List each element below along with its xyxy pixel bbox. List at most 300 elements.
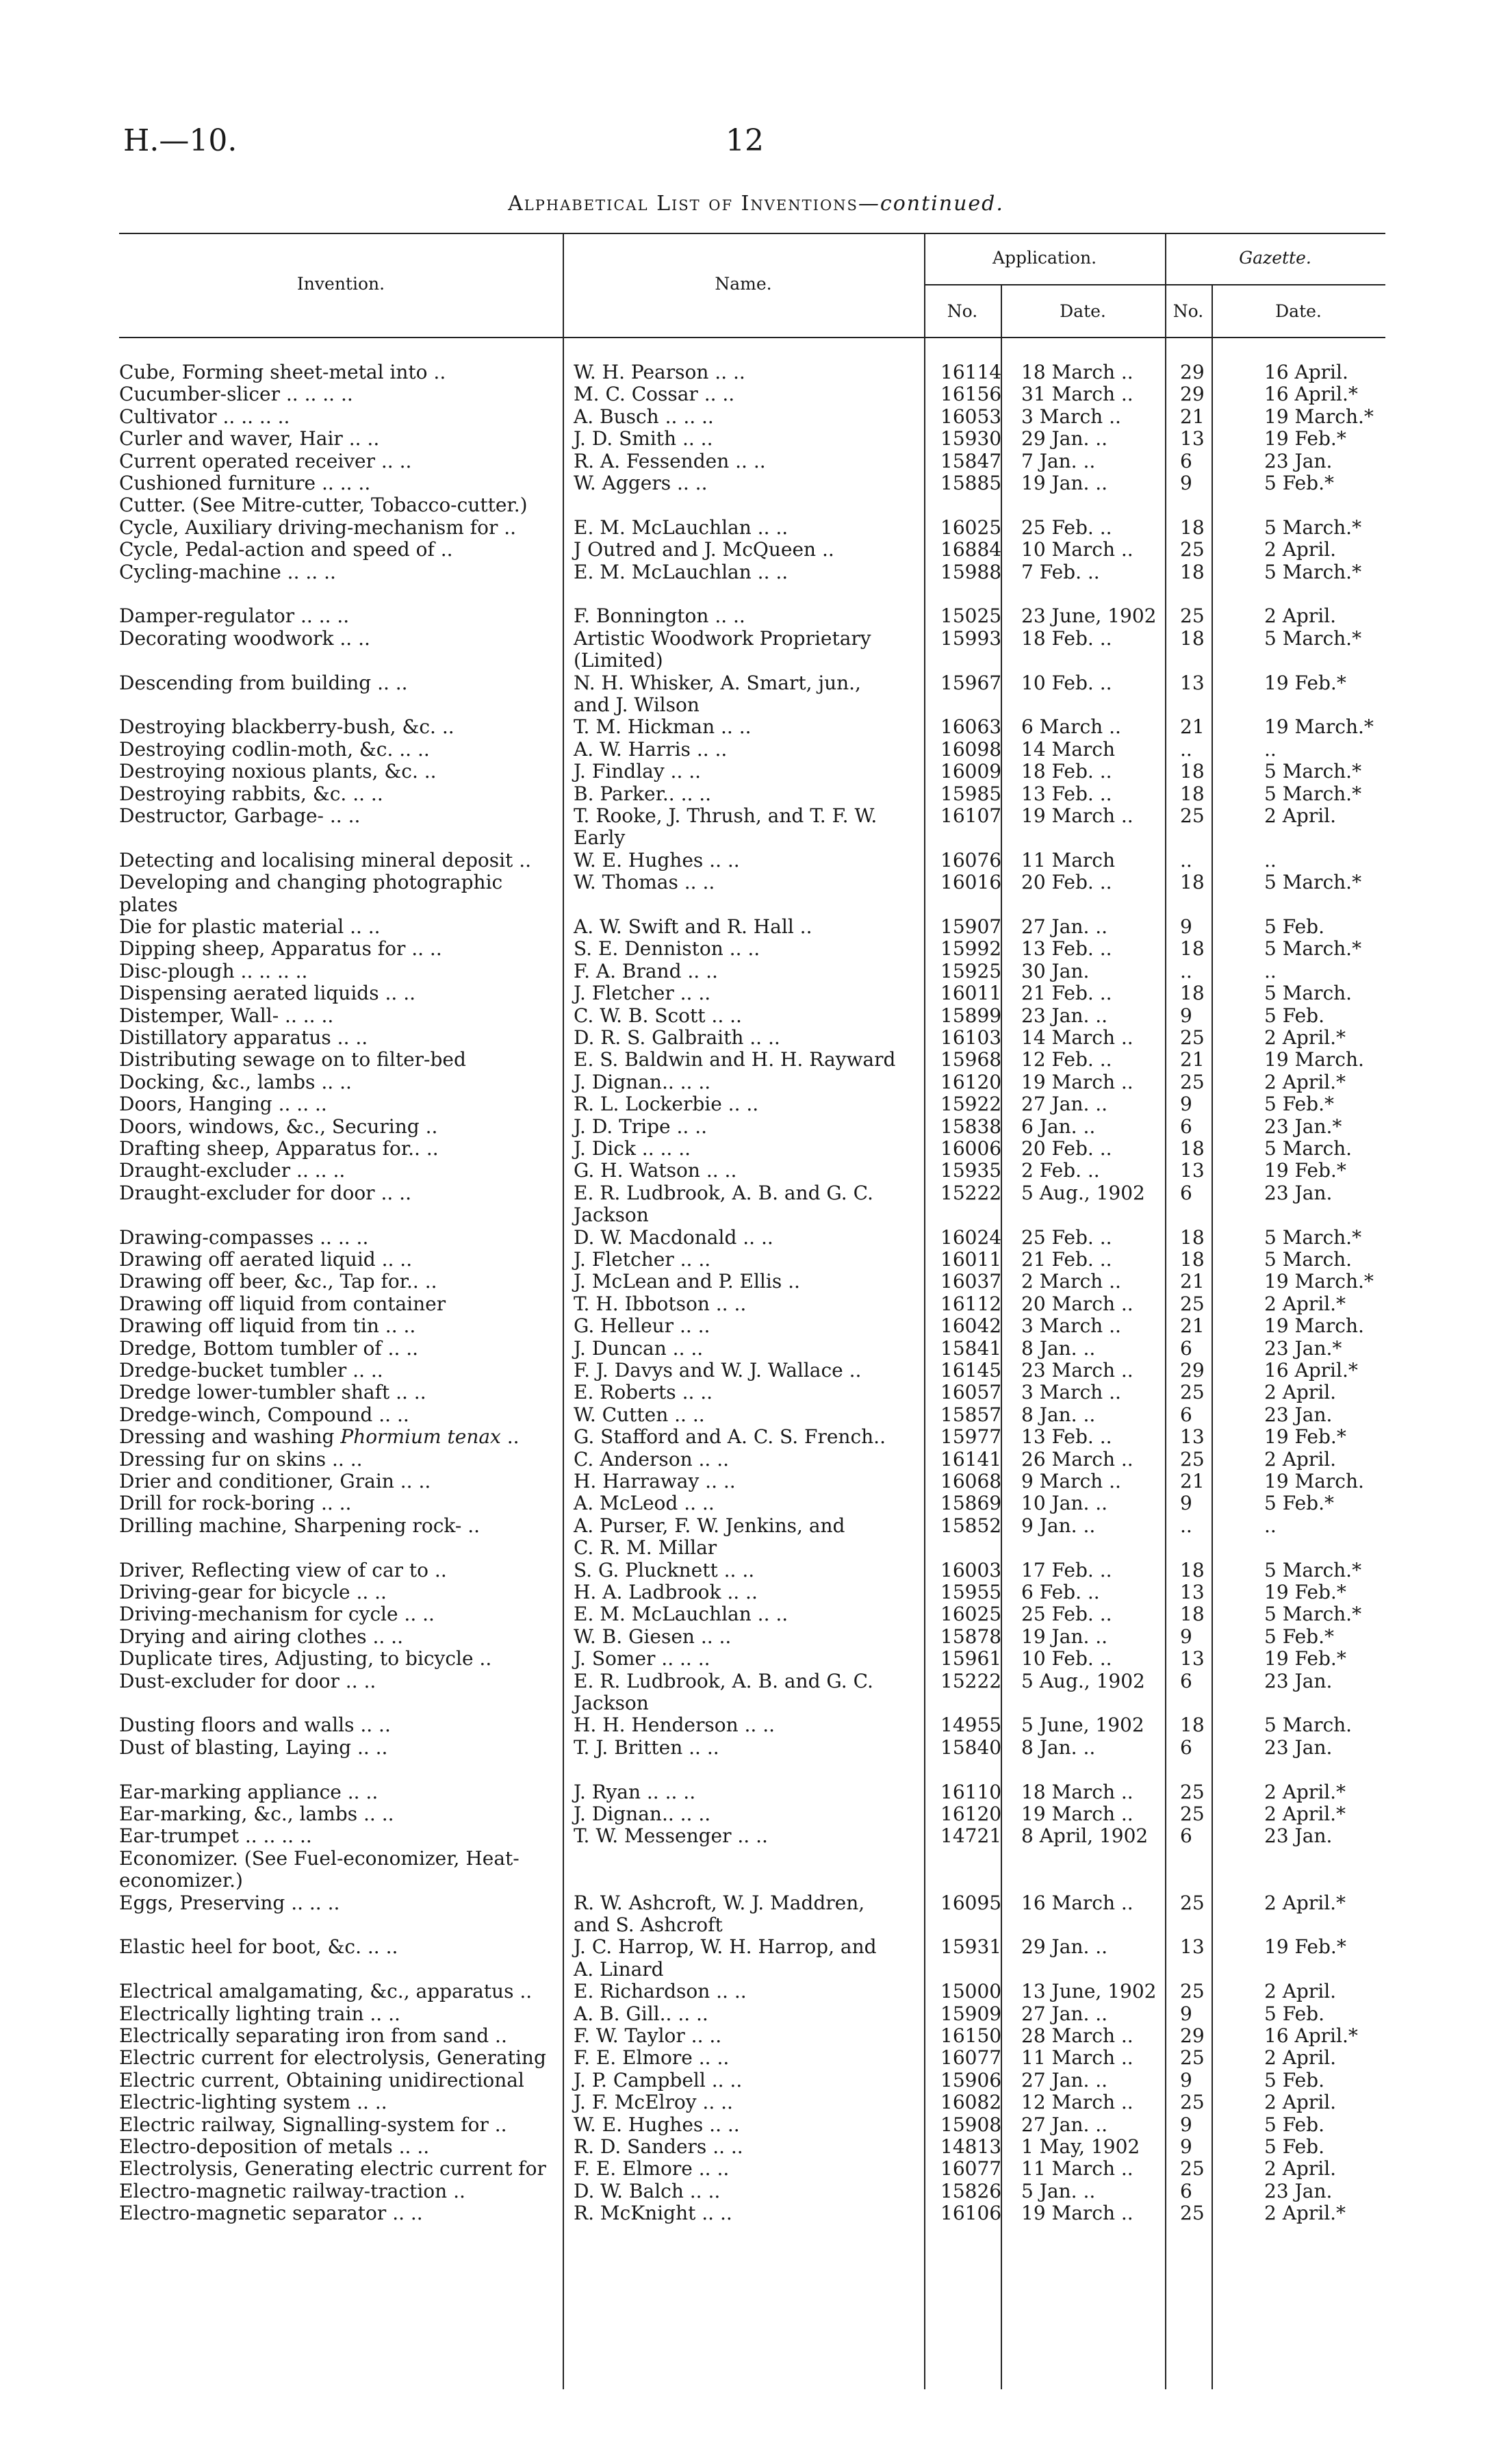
cell-no: 16009 [940, 760, 1002, 783]
table-row [0, 982, 1512, 1004]
cell-gdate: 5 Feb. [1264, 1004, 1325, 1027]
cell-gdate: 5 March.* [1264, 1603, 1362, 1626]
cell-inv: Distributing sewage on to filter-bed [119, 1048, 466, 1071]
cell-inv: plates [119, 893, 178, 916]
table-row [0, 916, 1512, 938]
cell-name: T. H. Ibbotson .. .. [574, 1292, 747, 1315]
cell-inv: Dust of blasting, Laying .. .. [119, 1735, 388, 1759]
table-row [0, 1581, 1512, 1603]
cell-no: 16106 [940, 2202, 1002, 2225]
cell-inv: Dredge, Bottom tumbler of .. .. [119, 1336, 419, 1360]
cell-gno: 18 [1180, 560, 1205, 583]
cell-gno: 9 [1180, 2113, 1192, 2136]
table-row [0, 783, 1512, 805]
cell-date: 13 Feb. .. [1021, 937, 1112, 961]
cell-name: J Outred and J. McQueen .. [574, 538, 834, 561]
cell-gno: 6 [1180, 1403, 1192, 1426]
cell-inv: Curler and waver, Hair .. .. [119, 427, 380, 450]
cell-gno: 6 [1180, 1824, 1192, 1848]
table-row [0, 383, 1512, 405]
table-row [0, 628, 1512, 650]
table-row [0, 850, 1512, 872]
cell-date: 20 Feb. .. [1021, 1137, 1112, 1160]
cell-gdate: 23 Jan. [1264, 1824, 1333, 1848]
cell-gdate: .. [1264, 848, 1277, 872]
cell-gno: 6 [1180, 1181, 1192, 1204]
cell-no: 15847 [940, 449, 1002, 472]
cell-no: 16114 [940, 361, 1002, 383]
cell-gno: 18 [1180, 782, 1205, 805]
cell-no: 16025 [940, 1603, 1002, 1626]
gazette-subrule [1165, 284, 1385, 285]
table-row [0, 1449, 1512, 1471]
cell-gno: 25 [1180, 2202, 1205, 2225]
cell-inv: Dipping sheep, Apparatus for .. .. [119, 937, 442, 961]
cell-inv: Dressing and washing Phormium tenax .. [119, 1425, 520, 1449]
cell-no: 16025 [940, 516, 1002, 539]
cell-name: E. M. McLauchlan .. .. [574, 1603, 789, 1626]
cell-name: G. H. Watson .. .. [574, 1159, 737, 1182]
table-row [0, 961, 1512, 982]
cell-gno: 18 [1180, 1137, 1205, 1160]
cell-inv: Ear-trumpet .. .. .. .. [119, 1824, 312, 1848]
cell-gdate: 2 April. [1264, 605, 1337, 628]
cell-gdate: 2 April.* [1264, 1891, 1346, 1914]
cell-name: E. Roberts .. .. [574, 1381, 713, 1404]
cell-gno: 25 [1180, 605, 1205, 628]
cell-gdate: 23 Jan. [1264, 1735, 1333, 1759]
table-row [0, 739, 1512, 761]
table-row [0, 361, 1512, 383]
cell-no: 16141 [940, 1447, 1002, 1471]
cell-date: 2 Feb. .. [1021, 1159, 1100, 1182]
cell-date: 21 Feb. .. [1021, 982, 1112, 1005]
table-row [0, 805, 1512, 827]
cell-gdate: 19 March.* [1264, 715, 1374, 739]
cell-name: J. Fletcher .. .. [574, 1248, 711, 1271]
cell-name: F. A. Brand .. .. [574, 959, 718, 982]
cell-name: S. E. Denniston .. .. [574, 937, 760, 961]
cell-date: 13 June, 1902 [1021, 1980, 1157, 2003]
table-row [0, 2025, 1512, 2047]
cell-gno: 25 [1180, 2046, 1205, 2070]
cell-name: T. W. Messenger .. .. [574, 1824, 768, 1848]
cell-name: J. Fletcher .. .. [574, 982, 711, 1005]
cell-gno: 9 [1180, 1625, 1192, 1648]
cell-gdate: 5 March.* [1264, 1558, 1362, 1581]
cell-gno: 18 [1180, 760, 1205, 783]
cell-name: W. E. Hughes .. .. [574, 848, 740, 872]
cell-inv: Cutter. (See Mitre-cutter, Tobacco-cutter.) [119, 494, 528, 517]
cell-name: R. W. Ashcroft, W. J. Maddren, [574, 1891, 865, 1914]
cell-date: 20 March .. [1021, 1292, 1133, 1315]
cell-no: 16076 [940, 848, 1002, 872]
cell-inv: Developing and changing photographic [119, 871, 503, 894]
title-suffix: —continued. [858, 192, 1004, 216]
cell-date: 5 Aug., 1902 [1021, 1669, 1145, 1692]
cell-gdate: 5 Feb. [1264, 2113, 1325, 2136]
table-row [0, 406, 1512, 428]
cell-name: E. M. McLauchlan .. .. [574, 516, 789, 539]
table-row [0, 1382, 1512, 1403]
cell-gdate: 23 Jan. [1264, 2179, 1333, 2202]
cell-gdate: 23 Jan. [1264, 1669, 1333, 1692]
cell-inv: Current operated receiver .. .. [119, 449, 412, 472]
cell-date: 3 March .. [1021, 1314, 1121, 1338]
cell-gno: 6 [1180, 1115, 1192, 1138]
cell-no: 15930 [940, 427, 1002, 450]
cell-gdate: 2 April. [1264, 2157, 1337, 2180]
cell-gdate: 19 Feb.* [1264, 427, 1346, 450]
col-app-date: Date. [1060, 301, 1106, 321]
cell-no: 16145 [940, 1359, 1002, 1382]
table-row [0, 1426, 1512, 1448]
cell-name: F. W. Taylor .. .. [574, 2024, 722, 2047]
cell-inv: Destroying codlin-moth, &c. .. .. [119, 737, 430, 761]
table-row [0, 2114, 1512, 2136]
cell-no: 15922 [940, 1093, 1002, 1116]
cell-name: J. Dignan.. .. .. [574, 1803, 711, 1825]
cell-inv: Cultivator .. .. .. .. [119, 405, 290, 428]
cell-date: 25 Feb. .. [1021, 1603, 1112, 1626]
cell-inv: Cube, Forming sheet-metal into .. [119, 361, 446, 383]
cell-gno: .. [1180, 848, 1192, 872]
table-row [0, 894, 1512, 916]
cell-date: 8 April, 1902 [1021, 1824, 1149, 1848]
cell-inv: Distemper, Wall- .. .. .. [119, 1004, 334, 1027]
cell-no: 15878 [940, 1625, 1002, 1648]
cell-inv: Destroying blackberry-bush, &c. .. [119, 715, 454, 739]
cell-name: H. Harraway .. .. [574, 1470, 736, 1492]
cell-gdate: 2 April.* [1264, 1803, 1346, 1825]
cell-date: 11 March .. [1021, 2157, 1133, 2180]
cell-inv: Dredge-winch, Compound .. .. [119, 1403, 409, 1426]
table-row [0, 2136, 1512, 2158]
header-bottom-rule [119, 337, 1385, 338]
cell-inv: Ear-marking, &c., lambs .. .. [119, 1803, 394, 1825]
cell-no: 16077 [940, 2046, 1002, 2070]
cell-gdate: 19 March. [1264, 1470, 1364, 1492]
cell-date: 27 Jan. .. [1021, 2002, 1108, 2025]
cell-name: E. S. Baldwin and H. H. Rayward [574, 1048, 896, 1071]
cell-inv: Elastic heel for boot, &c. .. .. [119, 1935, 398, 1959]
cell-gno: 25 [1180, 2157, 1205, 2180]
cell-gdate: 23 Jan. [1264, 1403, 1333, 1426]
table-row [0, 694, 1512, 716]
cell-inv: Cycling-machine .. .. .. [119, 560, 336, 583]
cell-gno: 9 [1180, 1093, 1192, 1116]
cell-inv: Detecting and localising mineral deposit .. [119, 848, 532, 872]
cell-gno: 18 [1180, 1558, 1205, 1581]
cell-name: A. W. Harris .. .. [574, 737, 728, 761]
cell-name: W. E. Hughes .. .. [574, 2113, 740, 2136]
cell-no: 16003 [940, 1558, 1002, 1581]
cell-date: 7 Feb. .. [1021, 560, 1100, 583]
cell-gdate: 5 March.* [1264, 560, 1362, 583]
table-row [0, 1537, 1512, 1559]
cell-gdate: 5 March.* [1264, 516, 1362, 539]
cell-date: 26 March .. [1021, 1447, 1133, 1471]
cell-gno: 6 [1180, 1336, 1192, 1360]
table-row [0, 1093, 1512, 1115]
cell-date: 10 Feb. .. [1021, 671, 1112, 694]
cell-date: 8 Jan. .. [1021, 1403, 1096, 1426]
cell-gno: 9 [1180, 2002, 1192, 2025]
cell-gdate: 5 March. [1264, 1248, 1353, 1271]
table-row [0, 1315, 1512, 1337]
table-row [0, 539, 1512, 561]
cell-gno: 9 [1180, 1004, 1192, 1027]
cell-inv: Destroying rabbits, &c. .. .. [119, 782, 383, 805]
cell-gdate: 5 March.* [1264, 1225, 1362, 1249]
table-row [0, 2003, 1512, 2025]
cell-name: G. Stafford and A. C. S. French.. [574, 1425, 886, 1449]
cell-date: 9 Jan. .. [1021, 1514, 1096, 1537]
cell-no: 14955 [940, 1714, 1002, 1737]
cell-name: E. R. Ludbrook, A. B. and G. C. [574, 1669, 873, 1692]
table-row [0, 1360, 1512, 1382]
cell-date: 30 Jan. [1021, 959, 1090, 982]
cell-gno: 9 [1180, 915, 1192, 938]
cell-no: 15968 [940, 1048, 1002, 1071]
cell-gno: 21 [1180, 715, 1205, 739]
cell-gno: 18 [1180, 1714, 1205, 1737]
cell-no: 15840 [940, 1735, 1002, 1759]
cell-inv: Drier and conditioner, Grain .. .. [119, 1470, 431, 1492]
cell-date: 5 Jan. .. [1021, 2179, 1096, 2202]
cell-name: W. Thomas .. .. [574, 871, 715, 894]
cell-inv: Draught-excluder .. .. .. [119, 1159, 346, 1182]
cell-inv: Electric railway, Signalling-system for .. [119, 2113, 507, 2136]
col-gaz-no: No. [1173, 301, 1204, 321]
cell-date: 21 Feb. .. [1021, 1248, 1112, 1271]
cell-date: 14 March .. [1021, 1026, 1133, 1049]
cell-no: 16120 [940, 1803, 1002, 1825]
cell-gdate: 2 April. [1264, 538, 1337, 561]
cell-gdate: 2 April.* [1264, 1026, 1346, 1049]
cell-name: H. A. Ladbrook .. .. [574, 1581, 758, 1603]
cell-gdate: 16 April.* [1264, 2024, 1358, 2047]
title-main: Alphabetical List of Inventions [508, 192, 858, 216]
cell-gno: 21 [1180, 1270, 1205, 1293]
table-row [0, 2202, 1512, 2224]
table-row [0, 672, 1512, 694]
cell-gno: 18 [1180, 1248, 1205, 1271]
cell-inv: Electrical amalgamating, &c., apparatus .. [119, 1980, 533, 2003]
cell-no: 15977 [940, 1425, 1002, 1449]
cell-inv: Disc-plough .. .. .. .. [119, 959, 308, 982]
cell-date: 5 Aug., 1902 [1021, 1181, 1145, 1204]
cell-no: 16107 [940, 804, 1002, 827]
table-row [0, 517, 1512, 539]
cell-no: 16011 [940, 982, 1002, 1005]
cell-date: 6 Jan. .. [1021, 1115, 1096, 1138]
cell-name: A. B. Gill.. .. .. [574, 2002, 708, 2025]
cell-no: 15925 [940, 959, 1002, 982]
cell-date: 1 May, 1902 [1021, 2135, 1140, 2158]
cell-gdate: 2 April.* [1264, 2202, 1346, 2225]
cell-inv: Cucumber-slicer .. .. .. .. [119, 383, 353, 406]
cell-gno: 9 [1180, 472, 1192, 494]
table-row [0, 1560, 1512, 1581]
cell-date: 27 Jan. .. [1021, 2113, 1108, 2136]
cell-date: 28 March .. [1021, 2024, 1133, 2047]
table-row [0, 1249, 1512, 1271]
cell-inv: economizer.) [119, 1869, 243, 1892]
cell-name: A. Purser, F. W. Jenkins, and [574, 1514, 845, 1537]
cell-inv: Dredge lower-tumbler shaft .. .. [119, 1381, 426, 1404]
cell-gdate: 19 Feb.* [1264, 671, 1346, 694]
cell-inv: Dust-excluder for door .. .. [119, 1669, 376, 1692]
cell-inv: Dressing fur on skins .. .. [119, 1447, 363, 1471]
cell-inv: Driving-mechanism for cycle .. .. [119, 1603, 435, 1626]
cell-date: 18 March .. [1021, 1780, 1133, 1803]
cell-gno: 18 [1180, 871, 1205, 894]
cell-gno: 25 [1180, 1026, 1205, 1049]
cell-gdate: 5 March.* [1264, 871, 1362, 894]
cell-inv: Drying and airing clothes .. .. [119, 1625, 403, 1648]
table-row [0, 872, 1512, 893]
cell-gno: 6 [1180, 2179, 1192, 2202]
page-number: 12 [726, 123, 764, 158]
cell-inv: Drawing off beer, &c., Tap for.. .. [119, 1270, 437, 1293]
cell-no: 15961 [940, 1647, 1002, 1670]
cell-inv: Duplicate tires, Adjusting, to bicycle .. [119, 1647, 492, 1670]
cell-inv: Drawing-compasses .. .. .. [119, 1225, 369, 1249]
cell-gdate: 19 Feb.* [1264, 1425, 1346, 1449]
cell-date: 6 March .. [1021, 715, 1121, 739]
cell-gno: 29 [1180, 1359, 1205, 1382]
cell-inv: Doors, Hanging .. .. .. [119, 1093, 327, 1116]
cell-no: 15899 [940, 1004, 1002, 1027]
cell-inv: Driving-gear for bicycle .. .. [119, 1581, 387, 1603]
cell-name: A. Busch .. .. .. [574, 405, 714, 428]
cell-name: W. B. Giesen .. .. [574, 1625, 732, 1648]
cell-name: B. Parker.. .. .. [574, 782, 712, 805]
table-row [0, 2091, 1512, 2113]
cell-no: 16006 [940, 1137, 1002, 1160]
cell-date: 14 March [1021, 737, 1115, 761]
cell-no: 15931 [940, 1935, 1002, 1959]
cell-inv: Electro-deposition of metals .. .. [119, 2135, 430, 2158]
cell-gno: 25 [1180, 1292, 1205, 1315]
cell-inv: Electrically lighting train .. .. [119, 2002, 400, 2025]
cell-date: 29 Jan. .. [1021, 427, 1108, 450]
cell-no: 14721 [940, 1824, 1002, 1848]
cell-no: 16077 [940, 2157, 1002, 2180]
cell-name: C. Anderson .. .. [574, 1447, 730, 1471]
cell-inv: Electro-magnetic railway-traction .. [119, 2179, 465, 2202]
cell-date: 19 March .. [1021, 2202, 1133, 2225]
cell-gdate: 5 Feb. [1264, 2135, 1325, 2158]
cell-inv: Dredge-bucket tumbler .. .. [119, 1359, 383, 1382]
cell-inv: Draught-excluder for door .. .. [119, 1181, 411, 1204]
cell-gdate: 2 April. [1264, 2046, 1337, 2070]
cell-inv: Dusting floors and walls .. .. [119, 1714, 391, 1737]
cell-inv: Damper-regulator .. .. .. [119, 605, 350, 628]
application-subrule [924, 284, 1170, 285]
cell-date: 27 Jan. .. [1021, 1093, 1108, 1116]
cell-gdate: 16 April.* [1264, 1359, 1358, 1382]
cell-gdate: .. [1264, 737, 1277, 761]
table-row [0, 1071, 1512, 1093]
cell-name: E. M. McLauchlan .. .. [574, 560, 789, 583]
cell-gno: 6 [1180, 449, 1192, 472]
cell-name: J. Duncan .. .. [574, 1336, 704, 1360]
cell-gdate: 5 March. [1264, 1137, 1353, 1160]
table-row [0, 1936, 1512, 1958]
cell-name: G. Helleur .. .. [574, 1314, 710, 1338]
cell-no: 16011 [940, 1248, 1002, 1271]
cell-inv: Destructor, Garbage- .. .. [119, 804, 361, 827]
cell-gno: 18 [1180, 1603, 1205, 1626]
cell-date: 2 March .. [1021, 1270, 1121, 1293]
cell-gdate: 19 Feb.* [1264, 1647, 1346, 1670]
cell-date: 10 March .. [1021, 538, 1133, 561]
cell-gdate: .. [1264, 1514, 1277, 1537]
cell-no: 15222 [940, 1669, 1002, 1692]
cell-gdate: 2 April.* [1264, 1070, 1346, 1093]
cell-inv: Electric-lighting system .. .. [119, 2091, 387, 2114]
cell-name: and S. Ashcroft [574, 1913, 723, 1936]
cell-gdate: 2 April. [1264, 1980, 1337, 2003]
cell-gno: .. [1180, 1514, 1192, 1537]
cell-inv: Eggs, Preserving .. .. .. [119, 1891, 340, 1914]
cell-no: 15885 [940, 472, 1002, 494]
cell-name: R. D. Sanders .. .. [574, 2135, 743, 2158]
cell-no: 16120 [940, 1070, 1002, 1093]
cell-gno: 21 [1180, 405, 1205, 428]
cell-date: 27 Jan. .. [1021, 2068, 1108, 2091]
table-row [0, 1914, 1512, 1936]
table-row [0, 2158, 1512, 2180]
cell-gdate: 5 Feb.* [1264, 1093, 1335, 1116]
cell-gdate: 5 March.* [1264, 626, 1362, 650]
table-row [0, 1138, 1512, 1160]
cell-inv: Electric current, Obtaining unidirectional [119, 2068, 524, 2091]
cell-no: 15908 [940, 2113, 1002, 2136]
table-row [0, 1626, 1512, 1648]
cell-gdate: 19 March.* [1264, 1270, 1374, 1293]
cell-name: E. Richardson .. .. [574, 1980, 747, 2003]
cell-name: R. L. Lockerbie .. .. [574, 1093, 759, 1116]
cell-gdate: 23 Jan. [1264, 1181, 1333, 1204]
cell-inv: Cycle, Auxiliary driving-mechanism for .. [119, 516, 517, 539]
cell-gno: 29 [1180, 361, 1205, 383]
cell-date: 7 Jan. .. [1021, 449, 1096, 472]
cell-name: M. C. Cossar .. .. [574, 383, 735, 406]
cell-inv: Drawing off liquid from container [119, 1292, 446, 1315]
cell-name: T. M. Hickman .. .. [574, 715, 752, 739]
cell-gno: 21 [1180, 1048, 1205, 1071]
cell-name: N. H. Whisker, A. Smart, jun., [574, 671, 861, 694]
cell-name: (Limited) [574, 649, 663, 672]
table-row [0, 1803, 1512, 1825]
cell-date: 23 March .. [1021, 1359, 1133, 1382]
cell-inv: Destroying noxious plants, &c. .. [119, 760, 437, 783]
cell-gdate: 23 Jan.* [1264, 1336, 1342, 1360]
table-row [0, 1825, 1512, 1847]
cell-date: 5 June, 1902 [1021, 1714, 1144, 1737]
cell-date: 18 March .. [1021, 361, 1133, 383]
cell-gno: 6 [1180, 1669, 1192, 1692]
cell-name: H. H. Henderson .. .. [574, 1714, 775, 1737]
cell-name: J. Findlay .. .. [574, 760, 702, 783]
table-row [0, 1959, 1512, 1981]
cell-gdate: 5 March. [1264, 982, 1353, 1005]
table-row [0, 1027, 1512, 1049]
table-row [0, 1204, 1512, 1226]
